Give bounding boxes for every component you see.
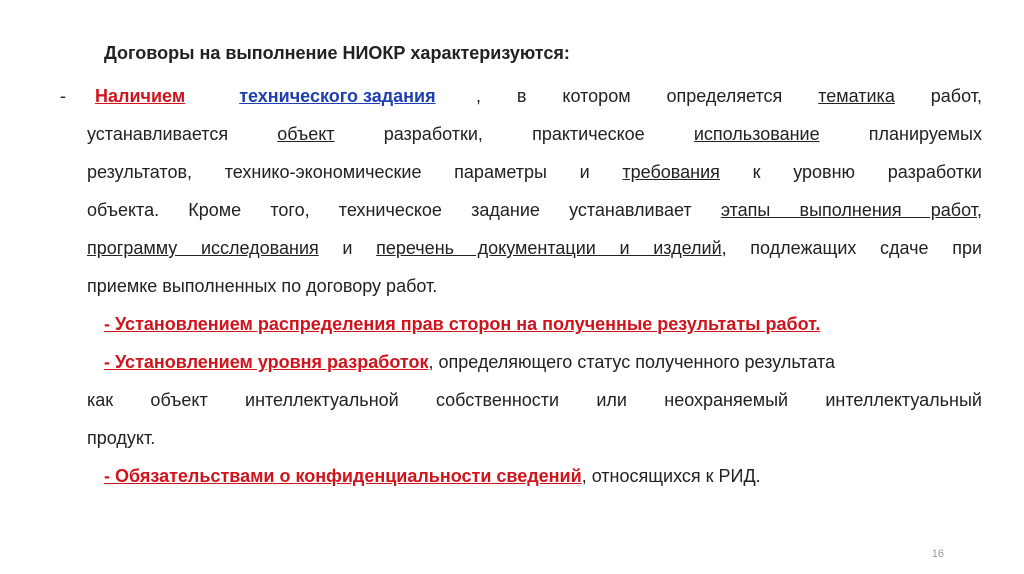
item1-lead-phrase: технического задания — [239, 86, 436, 106]
item1-term-object: объект — [277, 124, 335, 144]
item1-lead-word: Наличием — [95, 86, 186, 106]
item1-term-usage: использование — [693, 124, 820, 144]
item1-line3 — [87, 160, 982, 184]
item2-line: - Установлением распределения прав сторон на полученные результаты работ. — [104, 314, 821, 334]
item1-line2-text-a: устанавливается — [87, 124, 229, 144]
item3-line3: продукт. — [87, 428, 156, 448]
item1-term-stages: этапы выполнения работ — [720, 200, 977, 220]
item1-line5 — [87, 236, 982, 260]
item1-line5-and: и — [318, 238, 377, 258]
item1-line4 — [87, 198, 982, 222]
item1-line3-text-b: к уровню разработки — [752, 162, 982, 182]
item1-term-program: программу исследования — [87, 238, 319, 258]
item1-line2-text-c: планируемых — [868, 124, 982, 144]
item1-line6: приемке выполненных по договору работ. — [87, 276, 438, 296]
item1-line2-text-b: разработки, практическое — [383, 124, 645, 144]
item4-line — [104, 464, 761, 488]
item1-line1-text-a: , в котором определяется — [476, 86, 783, 106]
item1-line3-text-a: результатов, технико-экономические параметры и — [87, 162, 590, 182]
item1-term-tematika: тематика — [818, 86, 895, 106]
item1-line1-rest — [476, 84, 982, 108]
item4-lead: - Обязательствами о конфиденциальности сведений — [104, 466, 582, 486]
item1-term-requirements: требования — [622, 162, 720, 182]
item3-line2: как объект интеллектуальной собственности или неохраняемый интеллектуальный — [87, 390, 982, 410]
item1-dash: - — [60, 86, 66, 106]
item1-line5-text-b: , подлежащих сдаче при — [721, 238, 983, 258]
item4-rest: , относящихся к РИД. — [581, 466, 761, 486]
item3-line1-rest: , определяющего статус полученного результата — [428, 352, 836, 372]
item1-term-documentation: перечень документации и изделий — [376, 238, 722, 258]
item1-line4-comma: , — [976, 200, 982, 220]
page-number: 16 — [931, 548, 944, 560]
item3-lead: - Установлением уровня разработок — [104, 352, 429, 372]
item1-line4-text-a: объекта. Кроме того, техническое задание устанавливает — [87, 200, 692, 220]
item1-line1-text-b: работ, — [930, 86, 982, 106]
item3-line1 — [104, 350, 982, 374]
slide-heading: Договоры на выполнение НИОКР характеризуются: — [104, 43, 570, 63]
item1-line2 — [87, 122, 982, 146]
